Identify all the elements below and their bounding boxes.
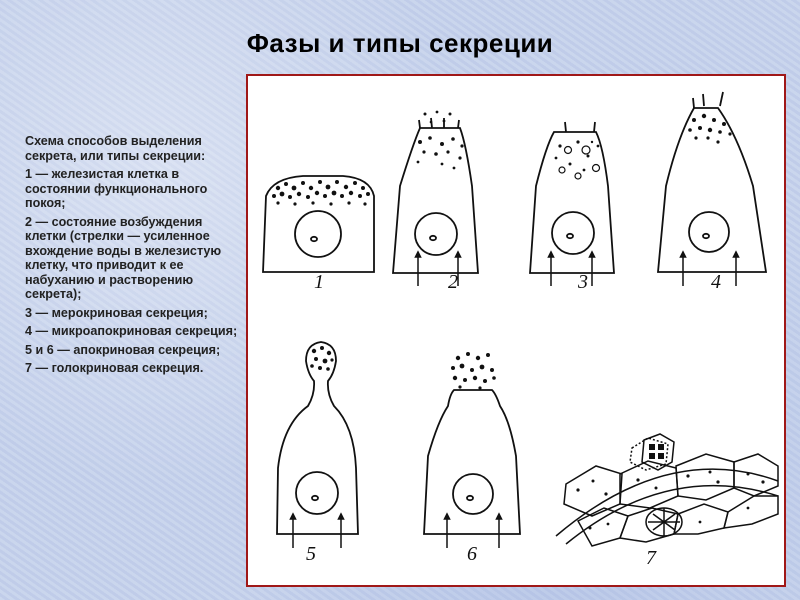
figure-number-6: 6: [467, 543, 477, 565]
secretion-diagram: [248, 76, 784, 585]
cell-4: [658, 108, 766, 272]
caption-line: 2 — состояние возбуждения клетки (стрелки — усиленное вхождение воды в железистую клетку, что приводит к ее набуханию и растворению секрета);: [25, 214, 222, 301]
nucleus-5: [296, 472, 338, 514]
nucleus-6: [453, 474, 493, 514]
cell-2: [393, 128, 478, 273]
nucleus-4: [689, 212, 729, 252]
granules: [272, 111, 765, 530]
caption-line: 3 — мерокриновая секреция;: [25, 305, 208, 320]
caption-line: 4 — микроапокриновая секреция;: [25, 324, 238, 338]
nucleus-2: [415, 213, 457, 255]
caption-text: [25, 134, 240, 380]
granules-cell-6: [451, 352, 496, 390]
figure-number-5: 5: [306, 543, 316, 565]
nucleus-3: [552, 212, 594, 254]
water-inflow-arrows: [293, 254, 736, 548]
granules-cell-2: [417, 111, 464, 170]
nucleus-1: [295, 211, 341, 257]
cell-5: [277, 342, 358, 534]
cell-3: [530, 132, 614, 273]
granules-cell-1: [272, 180, 370, 206]
slide-title: Фазы и типы секреции: [246, 28, 554, 58]
figure-number-2: 2: [448, 271, 458, 293]
caption-line: Схема способов выделения секрета, или типы секреции:: [25, 134, 206, 163]
caption-line: 7 — голокриновая секреция.: [25, 361, 204, 375]
cell-6: [424, 390, 520, 534]
secretion-figure: [246, 74, 786, 587]
caption-line: 5 и 6 — апокриновая секреция;: [25, 342, 221, 357]
vacuoles-cell-3: [559, 146, 600, 179]
figure-number-3: 3: [578, 271, 588, 293]
granules-cell-5: [310, 346, 333, 371]
caption-line: 1 — железистая клетка в состоянии функционального покоя;: [25, 167, 208, 210]
figure-number-4: 4: [711, 271, 721, 293]
figure-number-7: 7: [646, 547, 656, 569]
figure-number-1: 1: [314, 271, 324, 293]
